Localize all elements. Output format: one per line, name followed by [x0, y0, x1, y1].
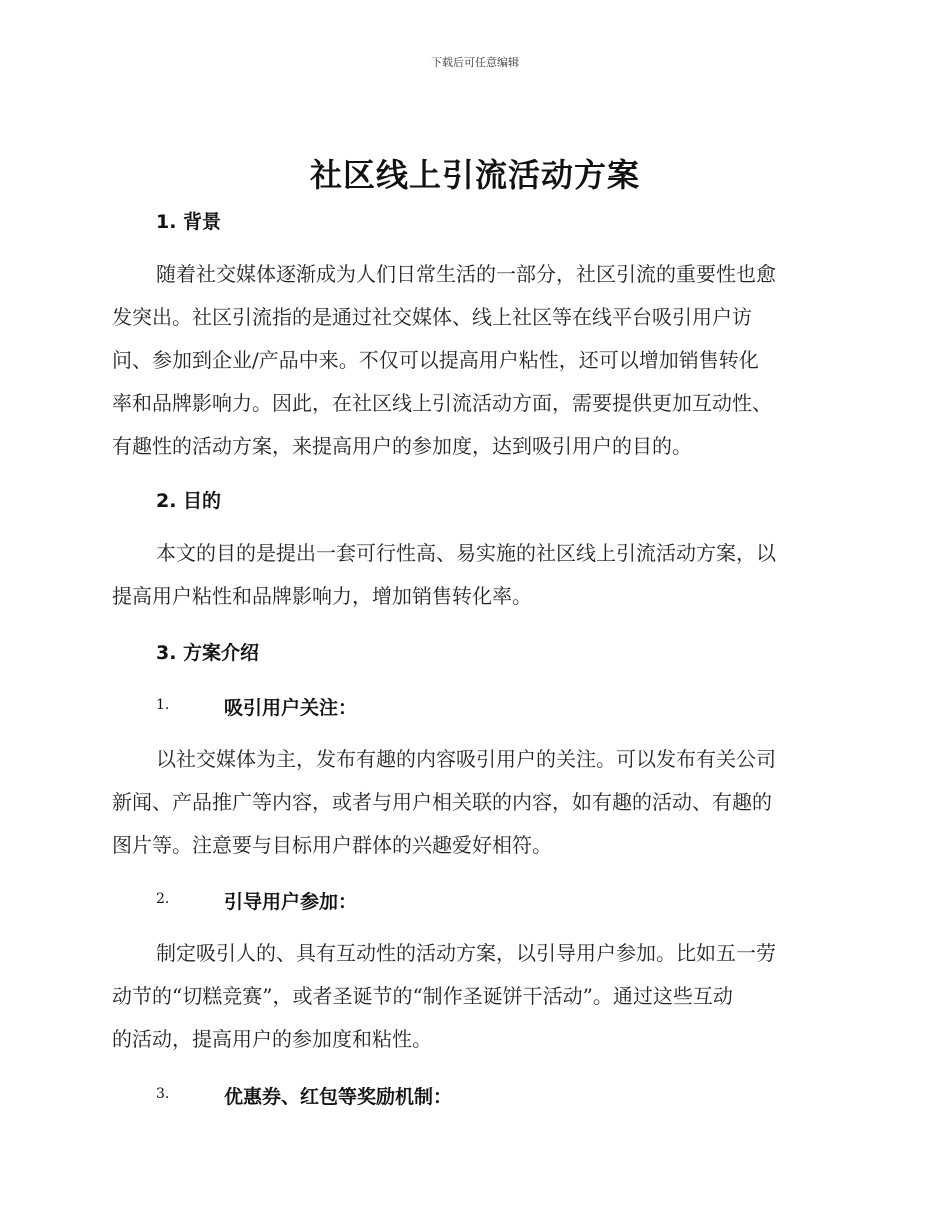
paragraph-line: 以社交媒体为主，发布有趣的内容吸引用户的关注。可以发布有关公司 [156, 747, 776, 771]
paragraph-background [112, 253, 832, 468]
section-heading-purpose: 2. 目的 [156, 490, 222, 512]
list-item-number: 2. [156, 891, 170, 907]
paragraph-line: 图片等。注意要与目标用户群体的兴趣爱好相符。 [112, 833, 552, 857]
paragraph-line: 动节的“切糕竞赛”，或者圣诞节的“制作圣诞饼干活动”。通过这些互动 [112, 984, 733, 1008]
paragraph-line: 提高用户粘性和品牌影响力，增加销售转化率。 [112, 584, 532, 608]
paragraph-line: 的活动，提高用户的参加度和粘性。 [112, 1027, 432, 1051]
paragraph-guide-users [112, 932, 832, 1061]
document-title: 社区线上引流活动方案 [309, 156, 640, 194]
paragraph-line: 随着社交媒体逐渐成为人们日常生活的一部分，社区引流的重要性也愈 [156, 262, 776, 286]
section-heading-background: 1. 背景 [156, 211, 222, 233]
page-header: 下载后可任意编辑 [431, 56, 519, 69]
paragraph-line: 本文的目的是提出一套可行性高、易实施的社区线上引流活动方案，以 [156, 541, 776, 565]
section-heading-plan: 3. 方案介绍 [156, 642, 260, 664]
list-item-label: 吸引用户关注： [224, 697, 358, 719]
paragraph-line: 问、参加到企业/产品中来。不仅可以提高用户粘性，还可以增加销售转化 [112, 348, 759, 372]
paragraph-purpose [112, 532, 832, 618]
list-item-number: 3. [156, 1086, 170, 1102]
list-item-number: 1. [156, 697, 170, 713]
paragraph-line: 有趣性的活动方案，来提高用户的参加度，达到吸引用户的目的。 [112, 434, 692, 458]
list-item-label: 引导用户参加： [224, 891, 358, 913]
paragraph-line: 制定吸引人的、具有互动性的活动方案，以引导用户参加。比如五一劳 [156, 941, 776, 965]
paragraph-line: 新闻、产品推广等内容，或者与用户相关联的内容，如有趣的活动、有趣的 [112, 790, 772, 814]
paragraph-line: 发突出。社区引流指的是通过社交媒体、线上社区等在线平台吸引用户访 [112, 305, 752, 329]
list-item-label: 优惠券、红包等奖励机制： [224, 1086, 453, 1108]
paragraph-attract-users [112, 738, 832, 867]
paragraph-line: 率和品牌影响力。因此，在社区线上引流活动方面，需要提供更加互动性、 [112, 391, 772, 415]
